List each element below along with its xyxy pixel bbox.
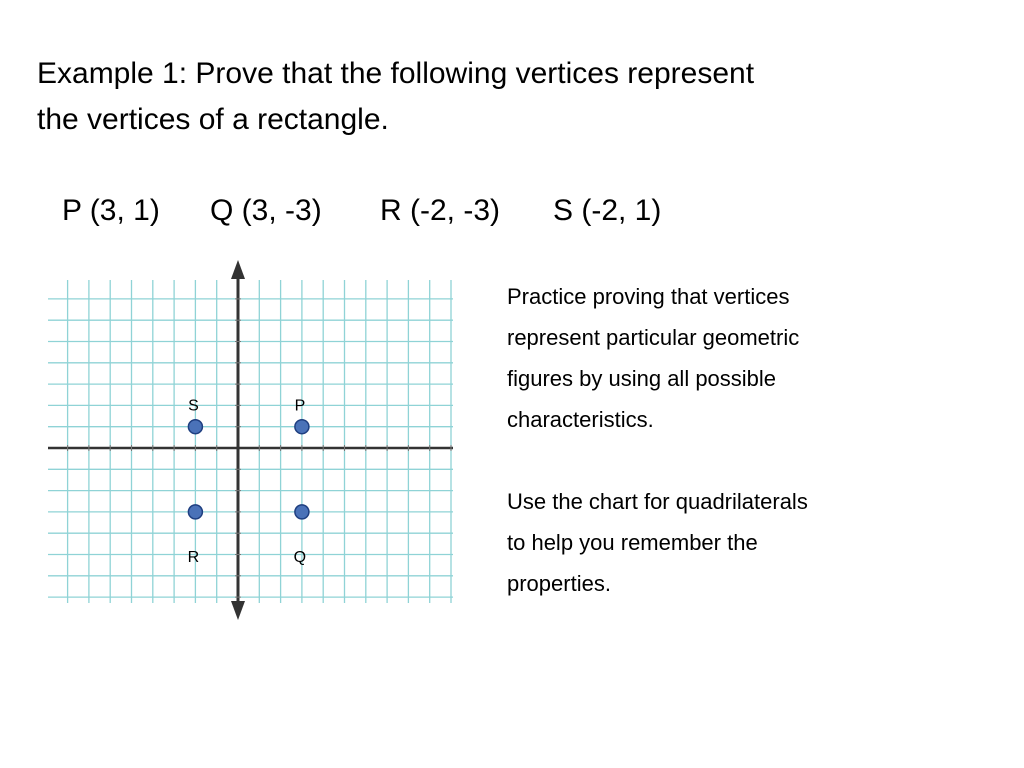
vertex-point-p <box>295 420 309 434</box>
practice-line-4: characteristics. <box>507 407 654 432</box>
chart-hint-line-3: properties. <box>507 571 611 596</box>
vertex-point-s <box>188 420 202 434</box>
vertex-label-q: Q <box>293 548 307 566</box>
practice-line-3: figures by using all possible <box>507 366 777 391</box>
chart-hint-line-2: to help you remember the <box>507 530 758 555</box>
chart-hint-paragraph <box>507 481 977 604</box>
grid-lines <box>48 280 453 603</box>
vertex-label-p: P <box>294 397 306 415</box>
title-line-1: Example 1: Prove that the following vertices represent <box>37 57 755 90</box>
vertex-point-q <box>295 505 309 519</box>
y-axis-up-arrow-icon <box>231 260 245 279</box>
vertex-r-coordinates: R (-2, -3) <box>380 194 500 227</box>
vertex-label-s: S <box>188 397 199 415</box>
y-axis-down-arrow-icon <box>231 601 245 620</box>
practice-paragraph <box>507 276 977 440</box>
vertex-q-coordinates: Q (3, -3) <box>210 194 322 227</box>
vertex-label-r: R <box>187 548 200 566</box>
chart-hint-line-1: Use the chart for quadrilaterals <box>507 489 808 514</box>
practice-line-1: Practice proving that vertices <box>507 284 790 309</box>
vertex-p-coordinates: P (3, 1) <box>62 194 160 227</box>
vertex-point-r <box>188 505 202 519</box>
vertex-s-coordinates: S (-2, 1) <box>553 194 662 227</box>
title-line-2: the vertices of a rectangle. <box>37 103 389 136</box>
coordinate-grid <box>40 255 460 640</box>
practice-line-2: represent particular geometric <box>507 325 800 350</box>
